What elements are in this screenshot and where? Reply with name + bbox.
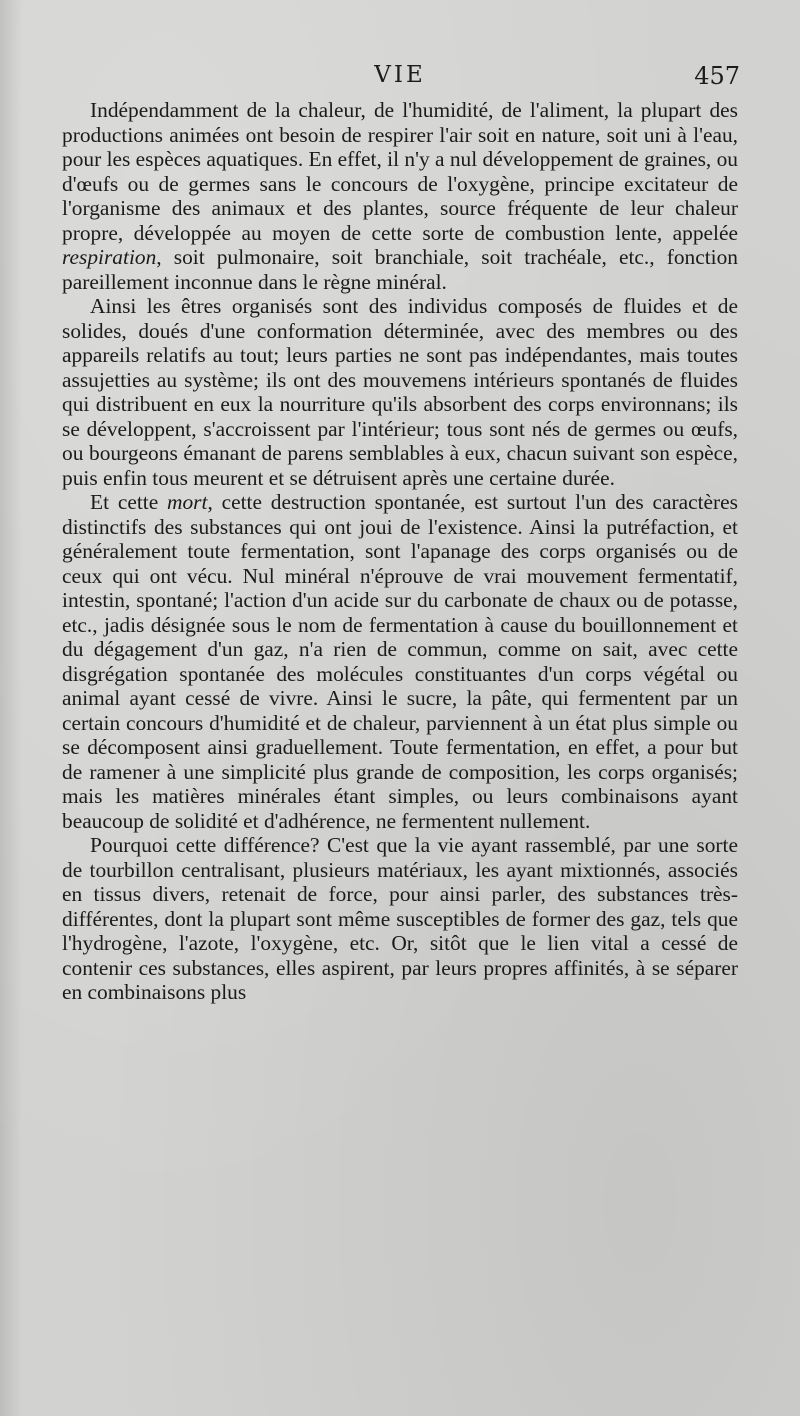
page-number: 457	[694, 62, 740, 90]
paragraph	[62, 98, 738, 294]
paragraph-text: Indépendamment de la chaleur, de l'humidité, de l'aliment, la plupart des productions animées ont besoin de respirer l'air soit en nature, soit uni à l'eau, pour les espèces aquatiques. En effet, il n'y a nul développement de graines, ou d'œufs ou de germes sans le concours de l'oxygène, principe excitateur de l'organisme des animaux et des plantes, source fréquente de leur chaleur propre, développée au moyen de cette sorte de combustion lente, appelée	[62, 98, 738, 245]
italic-term-respiration: respiration	[62, 245, 157, 269]
italic-term-mort: mort	[167, 490, 208, 514]
page-shadow	[0, 0, 22, 1416]
paragraph-text: Pourquoi cette différence? C'est que la vie ayant rassemblé, par une sorte de tourbillon centralisant, plusieurs matériaux, les ayant mixtionnés, associés en tissus divers, retenait de force, pour ainsi parler, des substances très-différentes, dont la plupart sont même susceptibles de former des gaz, tels que l'hydrogène, l'azote, l'oxygène, etc. Or, sitôt que le lien vital a cessé de contenir ces substances, elles aspirent, par leurs propres affinités, à se séparer en combinaisons plus	[62, 833, 738, 1004]
page-header	[60, 62, 740, 96]
running-head: VIE	[374, 62, 426, 88]
paragraph-text: , cette destruction spontanée, est surtout l'un des caractères distinctifs des substances qui ont joui de l'existence. Ainsi la putréfaction, et généralement toute fermentation, sont l'apanage des corps organisés ou de ceux qui ont vécu. Nul minéral n'éprouve de vrai mouvement fermentatif, intestin, spontané; l'action d'un acide sur du carbonate de chaux ou de potasse, etc., jadis désignée sous le nom de fermentation à cause du bouillonnement et du dégagement d'un gaz, n'a rien de commun, comme on sait, avec cette disgrégation spontanée des molécules constituantes d'un corps végétal ou animal ayant cessé de vivre. Ainsi le sucre, la pâte, qui fermentent par un certain concours d'humidité et de chaleur, parviennent à un état plus simple ou se décomposent ainsi graduellement. Toute fermentation, en effet, a pour but de ramener à une simplicité plus grande de composition, les corps organisés; mais les matières minérales étant simples, ou leurs combinaisons ayant beaucoup de solidité et d'adhérence, ne fermentent nullement.	[62, 490, 738, 833]
paragraph	[62, 833, 738, 1005]
body-text	[62, 98, 738, 1005]
paragraph	[62, 490, 738, 833]
paragraph-text: Et cette	[90, 490, 168, 514]
paragraph-text: , soit pulmonaire, soit branchiale, soit trachéale, etc., fonction pareillement inconnue dans le règne minéral.	[62, 245, 738, 294]
paragraph	[62, 294, 738, 490]
paragraph-text: Ainsi les êtres organisés sont des individus composés de fluides et de solides, doués d'une conformation déterminée, avec des membres ou des appareils relatifs au tout; leurs parties ne sont pas indépendantes, mais toutes assujetties au système; ils ont des mouvemens intérieurs spontanés de fluides qui distribuent en eux la nourriture qu'ils absorbent des corps environnans; ils se développent, s'accroissent par l'intérieur; tous sont nés de germes ou œufs, ou bourgeons émanant de parens semblables à eux, chacun suivant son espèce, puis enfin tous meurent et se détruisent après une certaine durée.	[62, 294, 738, 490]
